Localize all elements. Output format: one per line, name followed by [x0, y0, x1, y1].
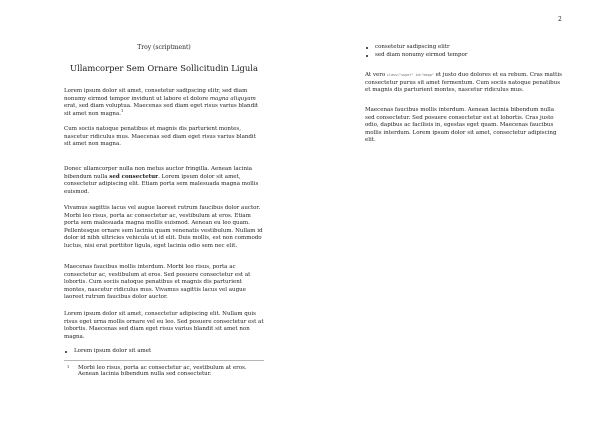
paragraph-6: Lorem ipsum dolor sit amet, consectetur adipiscing elit. Nullam quis risus eget urna mollis ornare vel eu leo. Sed posuere consectetur est at lobortis. Maecenas sed diam eget risus varius blandit sit amet non magna.: [64, 311, 264, 340]
bullet-list-right: [365, 44, 467, 59]
list-item: Lorem ipsum dolor sit amet: [64, 348, 151, 356]
paragraph-4: Vivamus sagittis lacus vel augue laoreet rutrum faucibus dolor auctor. Morbi leo risus, porta ac consectetur ac, vestibulum at eros. Etiam porta sem malesuada magna mollis euismod. Aenean eu leo quam. Pellentesque ornare sem lacinia quam venenatis vestibulum. Nullam id dolor id nibh ultricies vehicula ut id elit. Duis mollis, est non commodo luctus, nisi erat porttitor ligula, eget lacinia odio sem nec elit.: [64, 205, 263, 249]
paragraph-3-text-end: . Lorem ipsum dolor sit amet, consectetur adipiscing elit. Etiam porta sem malesuada magna mollis euismod.: [64, 173, 259, 195]
paragraph-1: [64, 88, 264, 118]
list-item: sed diam nonumy eirmod tempor: [365, 52, 467, 60]
paragraph-1-text-end: erat, sed diam voluptua. Maecenas sed diam eget risus varius blandit sit amet non magna.: [64, 103, 259, 117]
paragraph-1-text: Lorem ipsum dolor sit amet, consetetur sadipscing elitr, sed diam nonumy eirmod tempor invidunt ut labore et dolore: [64, 88, 248, 102]
footnote-reference[interactable]: 1: [120, 108, 124, 113]
paragraph-right-2: Maecenas faucibus mollis interdum. Aenean lacinia bibendum nulla sed consectetur. Sed posuere consectetur est at lobortis. Cras justo odio, dapibus ac facilisis in, egestas eget quam. Maecenas faucibus mollis interdum. Lorem ipsum dolor sit amet, consectetur adipiscing elit.: [365, 107, 557, 144]
paragraph-right-1: [365, 72, 565, 95]
page-number: 2: [558, 16, 562, 23]
paragraph-2: Cum sociis natoque penatibus et magnis dis parturient montes, nascetur ridiculus mus. Maecenas sed diam eget risus varius blandit sit amet non magna.: [64, 126, 256, 148]
book-title: Troy (scriptment): [137, 44, 191, 51]
footnote: [64, 365, 264, 377]
footnote-divider: [64, 360, 264, 361]
paragraph-1-italic: magna aliquyam: [209, 95, 256, 102]
paragraph-right-1-text: At vero: [365, 72, 387, 78]
bullet-list-left: [64, 348, 151, 356]
paragraph-3-bold: sed consectetur: [109, 173, 159, 180]
paragraph-3: [64, 166, 264, 196]
paragraph-5: Maecenas faucibus mollis interdum. Morbi leo risus, porta ac consectetur ac, vestibulum at eros. Sed posuere consectetur est at lobortis. Cum sociis natoque penatibus et magnis dis parturient montes, nascetur ridiculus mus. Vivamus sagittis lacus vel augue laoreet rutrum faucibus dolor auctor.: [64, 264, 251, 301]
list-item: consetetur sadipscing elitr: [365, 44, 467, 52]
footnote-mark: 1: [67, 365, 70, 369]
paragraph-right-1-text-end: et justo duo dolores et ea rebum. Cras mattis consectetur purus sit amet fermentum. Cum sociis natoque penatibus et magnis dis parturient montes, nascetur ridiculus mus.: [365, 72, 562, 94]
inline-code: class="super" id="mega": [386, 73, 434, 77]
paragraph-3-text: Donec ullamcorper nulla non metus auctor fringilla. Aenean lacinia bibendum nulla: [64, 166, 253, 180]
footnote-text: Morbi leo risus, porta ac consectetur ac, vestibulum at eros. Aenean lacinia bibendum nulla sed consectetur.: [78, 365, 247, 377]
chapter-title: Ullamcorper Sem Ornare Sollicitudin Ligula: [70, 63, 258, 73]
